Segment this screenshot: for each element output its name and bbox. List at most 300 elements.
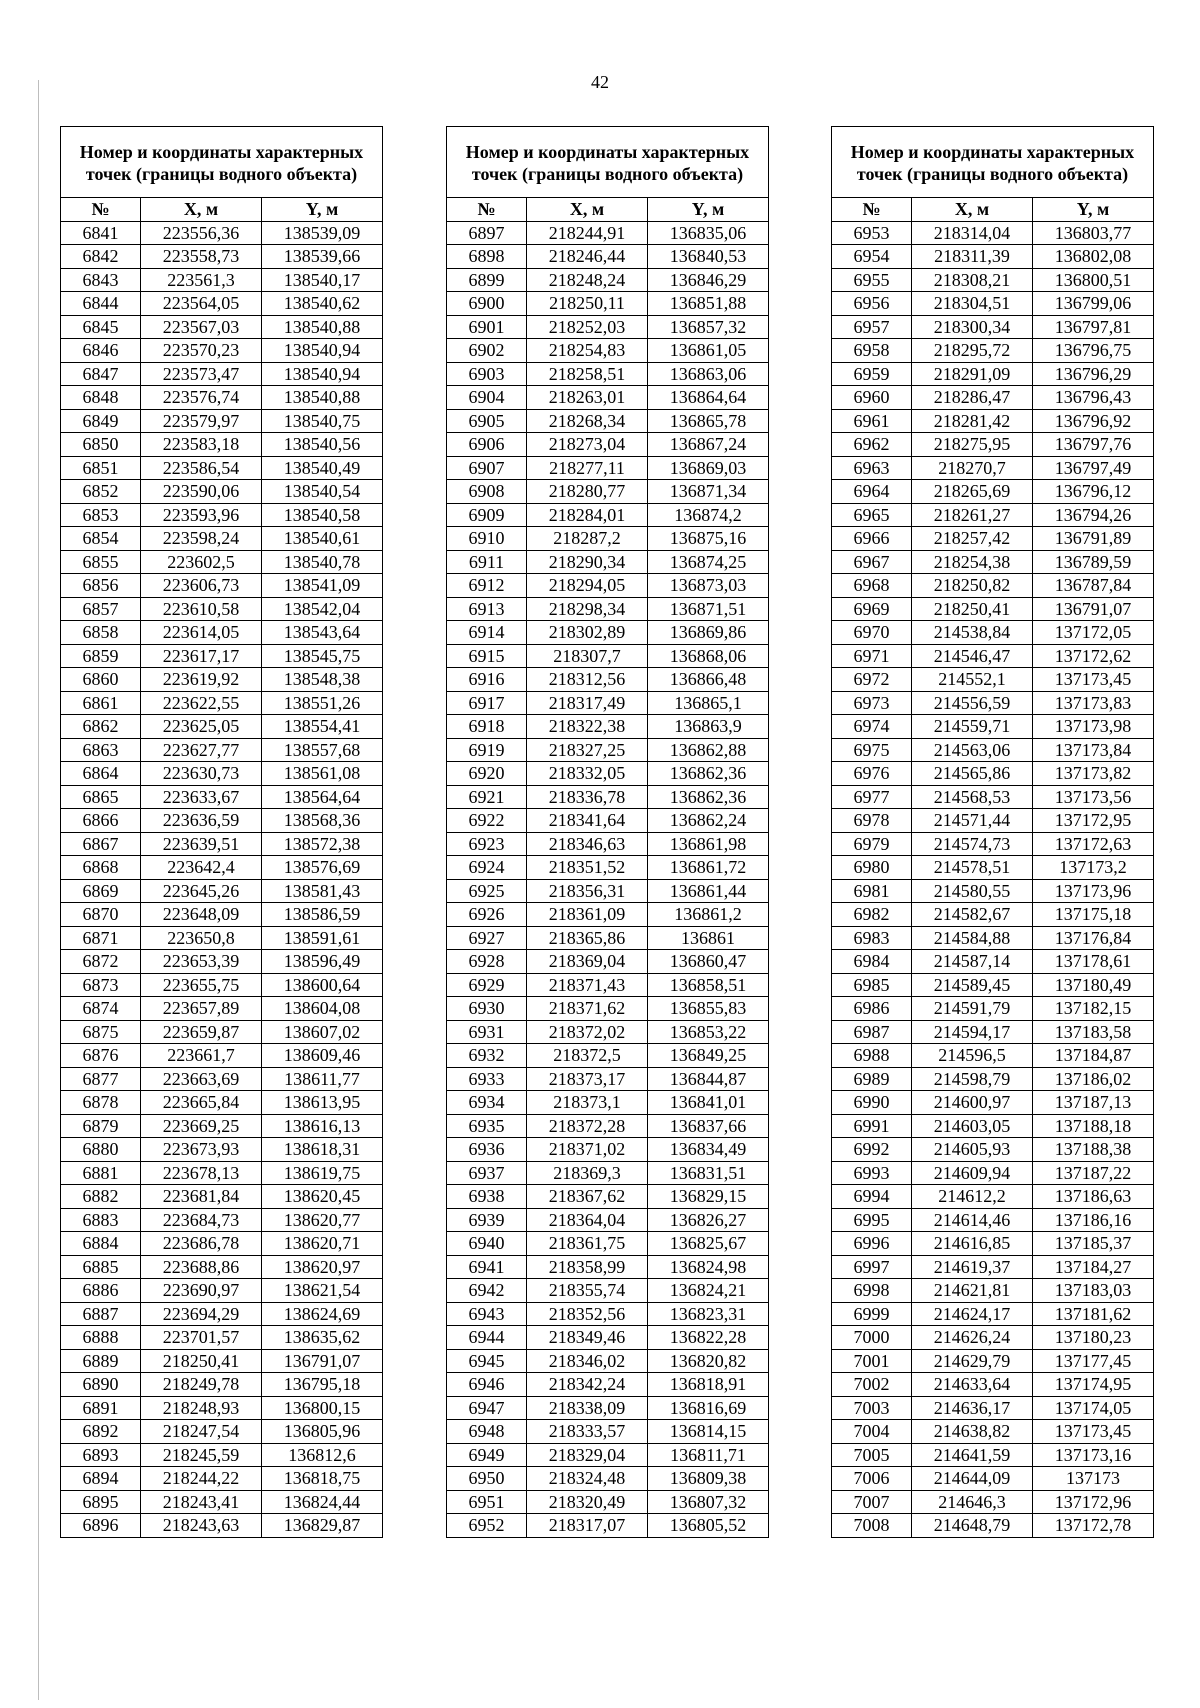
point-number: 7002: [832, 1373, 912, 1397]
point-number: 6889: [61, 1349, 141, 1373]
y-coordinate: 136864,64: [648, 386, 769, 410]
column-header-x: X, м: [912, 198, 1033, 222]
table-row: [61, 1373, 383, 1397]
table-row: [447, 292, 769, 316]
x-coordinate: 214546,47: [912, 644, 1033, 668]
x-coordinate: 223564,05: [141, 292, 262, 316]
point-number: 6975: [832, 738, 912, 762]
x-coordinate: 218287,2: [527, 527, 648, 551]
coordinates-table-2: [446, 126, 769, 1538]
point-number: 6898: [447, 245, 527, 269]
point-number: 7000: [832, 1326, 912, 1350]
x-coordinate: 214626,24: [912, 1326, 1033, 1350]
x-coordinate: 218244,22: [141, 1467, 262, 1491]
point-number: 6947: [447, 1396, 527, 1420]
x-coordinate: 214587,14: [912, 950, 1033, 974]
y-coordinate: 137183,03: [1033, 1279, 1154, 1303]
x-coordinate: 214571,44: [912, 809, 1033, 833]
y-coordinate: 137177,45: [1033, 1349, 1154, 1373]
x-coordinate: 223686,78: [141, 1232, 262, 1256]
point-number: 6948: [447, 1420, 527, 1444]
table-row: [447, 785, 769, 809]
table-row: [832, 1302, 1154, 1326]
point-number: 6986: [832, 997, 912, 1021]
point-number: 6981: [832, 879, 912, 903]
y-coordinate: 136846,29: [648, 268, 769, 292]
x-coordinate: 218275,95: [912, 433, 1033, 457]
y-coordinate: 137185,37: [1033, 1232, 1154, 1256]
y-coordinate: 137188,18: [1033, 1114, 1154, 1138]
table-row: [832, 574, 1154, 598]
x-coordinate: 223684,73: [141, 1208, 262, 1232]
y-coordinate: 136796,75: [1033, 339, 1154, 363]
table-row: [447, 386, 769, 410]
x-coordinate: 214646,3: [912, 1490, 1033, 1514]
table-row: [447, 621, 769, 645]
y-coordinate: 136794,26: [1033, 503, 1154, 527]
table-row: [832, 386, 1154, 410]
point-number: 6939: [447, 1208, 527, 1232]
y-coordinate: 138557,68: [262, 738, 383, 762]
y-coordinate: 137173,83: [1033, 691, 1154, 715]
table-row: [447, 856, 769, 880]
y-coordinate: 136822,28: [648, 1326, 769, 1350]
x-coordinate: 223648,09: [141, 903, 262, 927]
table-row: [447, 973, 769, 997]
x-coordinate: 218245,59: [141, 1443, 262, 1467]
point-number: 6950: [447, 1467, 527, 1491]
table-row: [61, 386, 383, 410]
x-coordinate: 214538,84: [912, 621, 1033, 645]
y-coordinate: 136826,27: [648, 1208, 769, 1232]
point-number: 6987: [832, 1020, 912, 1044]
y-coordinate: 138616,13: [262, 1114, 383, 1138]
table-row: [61, 785, 383, 809]
table-row: [61, 879, 383, 903]
point-number: 6941: [447, 1255, 527, 1279]
x-coordinate: 218246,44: [527, 245, 648, 269]
x-coordinate: 223657,89: [141, 997, 262, 1021]
y-coordinate: 136837,66: [648, 1114, 769, 1138]
x-coordinate: 223590,06: [141, 480, 262, 504]
table-row: [61, 1349, 383, 1373]
coordinates-table-3: [831, 126, 1154, 1538]
point-number: 6988: [832, 1044, 912, 1068]
x-coordinate: 214612,2: [912, 1185, 1033, 1209]
table-row: [61, 691, 383, 715]
y-coordinate: 136797,49: [1033, 456, 1154, 480]
x-coordinate: 218372,28: [527, 1114, 648, 1138]
x-coordinate: 223627,77: [141, 738, 262, 762]
point-number: 6882: [61, 1185, 141, 1209]
y-coordinate: 137176,84: [1033, 926, 1154, 950]
table-row: [447, 879, 769, 903]
y-coordinate: 137178,61: [1033, 950, 1154, 974]
x-coordinate: 218298,34: [527, 597, 648, 621]
table-row: [61, 715, 383, 739]
x-coordinate: 223663,69: [141, 1067, 262, 1091]
x-coordinate: 223619,92: [141, 668, 262, 692]
y-coordinate: 136796,29: [1033, 362, 1154, 386]
table-row: [447, 1467, 769, 1491]
y-coordinate: 136829,15: [648, 1185, 769, 1209]
y-coordinate: 136791,07: [262, 1349, 383, 1373]
x-coordinate: 218308,21: [912, 268, 1033, 292]
table-row: [447, 456, 769, 480]
x-coordinate: 218257,42: [912, 527, 1033, 551]
x-coordinate: 218243,41: [141, 1490, 262, 1514]
point-number: 6913: [447, 597, 527, 621]
x-coordinate: 218258,51: [527, 362, 648, 386]
x-coordinate: 218322,38: [527, 715, 648, 739]
x-coordinate: 218252,03: [527, 315, 648, 339]
y-coordinate: 136796,92: [1033, 409, 1154, 433]
point-number: 6945: [447, 1349, 527, 1373]
y-coordinate: 138619,75: [262, 1161, 383, 1185]
point-number: 6842: [61, 245, 141, 269]
point-number: 6966: [832, 527, 912, 551]
point-number: 6914: [447, 621, 527, 645]
y-coordinate: 138543,64: [262, 621, 383, 645]
point-number: 6850: [61, 433, 141, 457]
y-coordinate: 136867,24: [648, 433, 769, 457]
table-row: [447, 245, 769, 269]
table-row: [61, 503, 383, 527]
table-row: [61, 809, 383, 833]
y-coordinate: 136840,53: [648, 245, 769, 269]
point-number: 6951: [447, 1490, 527, 1514]
table-row: [832, 762, 1154, 786]
x-coordinate: 223642,4: [141, 856, 262, 880]
y-coordinate: 137173,45: [1033, 1420, 1154, 1444]
point-number: 6899: [447, 268, 527, 292]
point-number: 6871: [61, 926, 141, 950]
table-row: [832, 480, 1154, 504]
table-row: [61, 1279, 383, 1303]
x-coordinate: 218307,7: [527, 644, 648, 668]
point-number: 6949: [447, 1443, 527, 1467]
x-coordinate: 218338,09: [527, 1396, 648, 1420]
table-row: [832, 1114, 1154, 1138]
point-number: 6845: [61, 315, 141, 339]
y-coordinate: 136814,15: [648, 1420, 769, 1444]
x-coordinate: 214594,17: [912, 1020, 1033, 1044]
y-coordinate: 136835,06: [648, 221, 769, 245]
table-row: [447, 1020, 769, 1044]
table-row: [832, 1185, 1154, 1209]
x-coordinate: 223633,67: [141, 785, 262, 809]
y-coordinate: 136791,89: [1033, 527, 1154, 551]
y-coordinate: 136871,34: [648, 480, 769, 504]
y-coordinate: 137182,15: [1033, 997, 1154, 1021]
point-number: 6932: [447, 1044, 527, 1068]
x-coordinate: 218349,46: [527, 1326, 648, 1350]
x-coordinate: 218277,11: [527, 456, 648, 480]
table-row: [832, 292, 1154, 316]
table-row: [447, 409, 769, 433]
point-number: 6977: [832, 785, 912, 809]
table-row: [61, 738, 383, 762]
y-coordinate: 136862,36: [648, 762, 769, 786]
point-number: 6848: [61, 386, 141, 410]
point-number: 6940: [447, 1232, 527, 1256]
x-coordinate: 223593,96: [141, 503, 262, 527]
point-number: 6992: [832, 1138, 912, 1162]
x-coordinate: 214578,51: [912, 856, 1033, 880]
x-coordinate: 218364,04: [527, 1208, 648, 1232]
point-number: 6916: [447, 668, 527, 692]
y-coordinate: 136834,49: [648, 1138, 769, 1162]
x-coordinate: 218281,42: [912, 409, 1033, 433]
coordinates-table-1: [60, 126, 383, 1538]
y-coordinate: 137180,49: [1033, 973, 1154, 997]
point-number: 6883: [61, 1208, 141, 1232]
x-coordinate: 218254,83: [527, 339, 648, 363]
point-number: 7005: [832, 1443, 912, 1467]
y-coordinate: 138620,97: [262, 1255, 383, 1279]
table-row: [447, 433, 769, 457]
x-coordinate: 223602,5: [141, 550, 262, 574]
table-row: [447, 668, 769, 692]
y-coordinate: 137173,45: [1033, 668, 1154, 692]
table-row: [61, 480, 383, 504]
x-coordinate: 214563,06: [912, 738, 1033, 762]
y-coordinate: 138539,66: [262, 245, 383, 269]
y-coordinate: 136863,06: [648, 362, 769, 386]
y-coordinate: 136865,78: [648, 409, 769, 433]
x-coordinate: 223688,86: [141, 1255, 262, 1279]
x-coordinate: 223622,55: [141, 691, 262, 715]
table-row: [832, 456, 1154, 480]
point-number: 6938: [447, 1185, 527, 1209]
x-coordinate: 214648,79: [912, 1514, 1033, 1538]
y-coordinate: 138540,78: [262, 550, 383, 574]
point-number: 6853: [61, 503, 141, 527]
table-row: [61, 339, 383, 363]
table-row: [832, 362, 1154, 386]
point-number: 6937: [447, 1161, 527, 1185]
table-row: [832, 1091, 1154, 1115]
table-row: [447, 1302, 769, 1326]
point-number: 6925: [447, 879, 527, 903]
x-coordinate: 214644,09: [912, 1467, 1033, 1491]
x-coordinate: 214609,94: [912, 1161, 1033, 1185]
table-row: [447, 1138, 769, 1162]
x-coordinate: 223561,3: [141, 268, 262, 292]
x-coordinate: 214559,71: [912, 715, 1033, 739]
table-row: [447, 1373, 769, 1397]
point-number: 6957: [832, 315, 912, 339]
table-row: [61, 997, 383, 1021]
table-row: [61, 1020, 383, 1044]
column-header-y: Y, м: [1033, 198, 1154, 222]
point-number: 6869: [61, 879, 141, 903]
table-row: [832, 409, 1154, 433]
point-number: 6878: [61, 1091, 141, 1115]
y-coordinate: 136799,06: [1033, 292, 1154, 316]
point-number: 6979: [832, 832, 912, 856]
x-coordinate: 214636,17: [912, 1396, 1033, 1420]
x-coordinate: 223576,74: [141, 386, 262, 410]
point-number: 6960: [832, 386, 912, 410]
table-row: [447, 644, 769, 668]
y-coordinate: 137186,02: [1033, 1067, 1154, 1091]
y-coordinate: 138551,26: [262, 691, 383, 715]
point-number: 6963: [832, 456, 912, 480]
table-row: [61, 527, 383, 551]
point-number: 6993: [832, 1161, 912, 1185]
table-row: [832, 1255, 1154, 1279]
point-number: 6930: [447, 997, 527, 1021]
x-coordinate: 218317,49: [527, 691, 648, 715]
column-header-number: №: [61, 198, 141, 222]
table-row: [832, 221, 1154, 245]
y-coordinate: 138548,38: [262, 668, 383, 692]
y-coordinate: 138564,64: [262, 785, 383, 809]
table-row: [832, 1396, 1154, 1420]
point-number: 6894: [61, 1467, 141, 1491]
x-coordinate: 214641,59: [912, 1443, 1033, 1467]
y-coordinate: 136800,15: [262, 1396, 383, 1420]
point-number: 6854: [61, 527, 141, 551]
column-header-number: №: [832, 198, 912, 222]
y-coordinate: 138613,95: [262, 1091, 383, 1115]
y-coordinate: 138540,58: [262, 503, 383, 527]
point-number: 6918: [447, 715, 527, 739]
point-number: 6991: [832, 1114, 912, 1138]
x-coordinate: 223586,54: [141, 456, 262, 480]
point-number: 6973: [832, 691, 912, 715]
y-coordinate: 138572,38: [262, 832, 383, 856]
point-number: 6906: [447, 433, 527, 457]
x-coordinate: 218273,04: [527, 433, 648, 457]
column-header-number: №: [447, 198, 527, 222]
x-coordinate: 214552,1: [912, 668, 1033, 692]
x-coordinate: 218265,69: [912, 480, 1033, 504]
point-number: 6990: [832, 1091, 912, 1115]
y-coordinate: 136861,2: [648, 903, 769, 927]
point-number: 6934: [447, 1091, 527, 1115]
y-coordinate: 136809,38: [648, 1467, 769, 1491]
table-row: [447, 1349, 769, 1373]
y-coordinate: 136871,51: [648, 597, 769, 621]
table-row: [61, 1185, 383, 1209]
point-number: 6921: [447, 785, 527, 809]
x-coordinate: 223653,39: [141, 950, 262, 974]
point-number: 6880: [61, 1138, 141, 1162]
y-coordinate: 137173,96: [1033, 879, 1154, 903]
x-coordinate: 223583,18: [141, 433, 262, 457]
x-coordinate: 218317,07: [527, 1514, 648, 1538]
table-row: [61, 292, 383, 316]
y-coordinate: 138618,31: [262, 1138, 383, 1162]
y-coordinate: 137173,2: [1033, 856, 1154, 880]
y-coordinate: 136818,91: [648, 1373, 769, 1397]
x-coordinate: 223665,84: [141, 1091, 262, 1115]
x-coordinate: 218342,24: [527, 1373, 648, 1397]
table-row: [447, 1396, 769, 1420]
table-row: [61, 456, 383, 480]
table-row: [61, 550, 383, 574]
x-coordinate: 223567,03: [141, 315, 262, 339]
x-coordinate: 223573,47: [141, 362, 262, 386]
x-coordinate: 214603,05: [912, 1114, 1033, 1138]
y-coordinate: 137186,63: [1033, 1185, 1154, 1209]
point-number: 6965: [832, 503, 912, 527]
y-coordinate: 136825,67: [648, 1232, 769, 1256]
x-coordinate: 218304,51: [912, 292, 1033, 316]
table-row: [61, 1114, 383, 1138]
x-coordinate: 218250,82: [912, 574, 1033, 598]
point-number: 6953: [832, 221, 912, 245]
x-coordinate: 218369,3: [527, 1161, 648, 1185]
table-row: [832, 245, 1154, 269]
point-number: 6870: [61, 903, 141, 927]
x-coordinate: 214580,55: [912, 879, 1033, 903]
y-coordinate: 136802,08: [1033, 245, 1154, 269]
y-coordinate: 136873,03: [648, 574, 769, 598]
y-coordinate: 137173,16: [1033, 1443, 1154, 1467]
table-row: [832, 926, 1154, 950]
table-row: [832, 433, 1154, 457]
table-row: [447, 339, 769, 363]
table-row: [61, 903, 383, 927]
table-row: [832, 1373, 1154, 1397]
table-row: [447, 1091, 769, 1115]
y-coordinate: 136869,86: [648, 621, 769, 645]
y-coordinate: 136811,71: [648, 1443, 769, 1467]
y-coordinate: 137174,95: [1033, 1373, 1154, 1397]
x-coordinate: 214598,79: [912, 1067, 1033, 1091]
y-coordinate: 137175,18: [1033, 903, 1154, 927]
point-number: 6970: [832, 621, 912, 645]
x-coordinate: 218336,78: [527, 785, 648, 809]
table-row: [832, 668, 1154, 692]
x-coordinate: 223556,36: [141, 221, 262, 245]
x-coordinate: 218361,75: [527, 1232, 648, 1256]
x-coordinate: 218248,24: [527, 268, 648, 292]
point-number: 6867: [61, 832, 141, 856]
table-row: [61, 856, 383, 880]
point-number: 6863: [61, 738, 141, 762]
x-coordinate: 214638,82: [912, 1420, 1033, 1444]
y-coordinate: 137173,82: [1033, 762, 1154, 786]
y-coordinate: 137184,27: [1033, 1255, 1154, 1279]
x-coordinate: 218356,31: [527, 879, 648, 903]
x-coordinate: 218250,11: [527, 292, 648, 316]
x-coordinate: 218294,05: [527, 574, 648, 598]
x-coordinate: 218346,63: [527, 832, 648, 856]
y-coordinate: 138609,46: [262, 1044, 383, 1068]
y-coordinate: 138621,54: [262, 1279, 383, 1303]
point-number: 6998: [832, 1279, 912, 1303]
x-coordinate: 218248,93: [141, 1396, 262, 1420]
table-row: [447, 1208, 769, 1232]
point-number: 6927: [447, 926, 527, 950]
point-number: 6964: [832, 480, 912, 504]
table-row: [447, 738, 769, 762]
x-coordinate: 218284,01: [527, 503, 648, 527]
x-coordinate: 218261,27: [912, 503, 1033, 527]
point-number: 6875: [61, 1020, 141, 1044]
x-coordinate: 218352,56: [527, 1302, 648, 1326]
y-coordinate: 136863,9: [648, 715, 769, 739]
table-title: Номер и координаты характерных точек (границы водного объекта): [61, 127, 383, 198]
point-number: 6907: [447, 456, 527, 480]
y-coordinate: 138542,04: [262, 597, 383, 621]
table-row: [832, 1161, 1154, 1185]
table-row: [61, 1467, 383, 1491]
